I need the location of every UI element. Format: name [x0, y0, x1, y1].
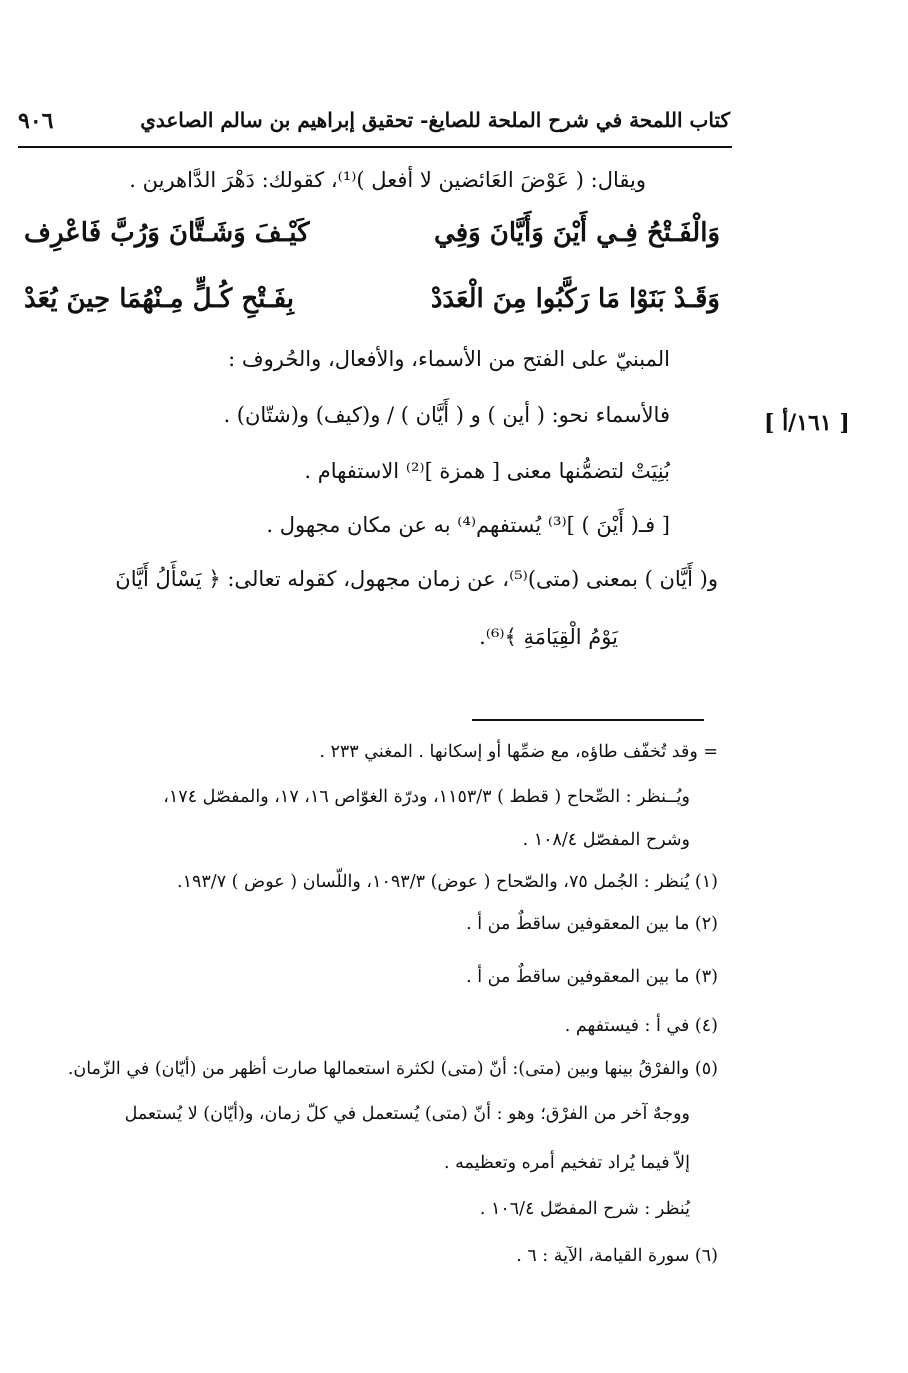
footnote-6: (٦) سورة القيامة، الآية : ٦ .: [516, 1246, 718, 1266]
footnote-5-continuation: ووجهٌ آخر من الفرْق؛ وهو : أنّ (متى) يُستعمل في كلّ زمان، و(أيّان) لا يُستعمل: [124, 1104, 690, 1124]
page-number: ٩٠٦: [18, 108, 54, 134]
body-line-3: بُنِيَتْ لتضمُّنها معنى [ همزة ]⁽²⁾ الاستفهام .: [304, 459, 670, 483]
body-line-6: يَوْمُ الْقِيَامَةِ ﴾⁽⁶⁾.: [479, 625, 618, 649]
header-divider: [18, 146, 732, 148]
footnote-4: (٤) في أ : فيستفهم .: [564, 1016, 718, 1036]
footnote-divider: [472, 719, 704, 721]
footnote-1: (١) يُنظر : الجُمل ٧٥، والصّحاح ( عوض) ١٠٩٣/٣، واللّسان ( عوض ) ١٩٣/٧.: [177, 872, 718, 892]
body-line-1: المبنيّ على الفتح من الأسماء، والأفعال، والحُروف :: [228, 347, 670, 371]
body-line-2: فالأسماء نحو: ( أين ) و ( أَيَّان ) / و(كيف) و(شتّان) .: [223, 403, 670, 427]
body-line-5: و( أَيَّان ) بمعنى (متى)⁽⁵⁾، عن زمان مجهول، كقوله تعالى: ﴿ يَسْأَلُ أَيَّانَ: [115, 567, 718, 591]
verse2-second-hemistich: بِفَـتْحِ كُـلٍّ مِـنْهُمَا حِينَ يُعَدْ: [24, 284, 294, 314]
page-header: [18, 108, 730, 142]
intro-line: ويقال: ( عَوْضَ العَائضين لا أفعل )⁽¹⁾، كقولك: دَهْرَ الدَّاهرين .: [129, 168, 646, 192]
footnote-5-reference: يُنظر : شرح المفصّل ١٠٦/٤ .: [479, 1199, 690, 1219]
footnote-line: وشرح المفصّل ١٠٨/٤ .: [522, 830, 690, 850]
manuscript-folio-marker: [ ١٦١/أ ]: [764, 410, 850, 436]
footnote-3: (٣) ما بين المعقوفين ساقطٌ من أ .: [466, 967, 718, 987]
body-line-4: [ فـ( أَيْنَ ) ]⁽³⁾ يُستفهم⁽⁴⁾ به عن مكان مجهول .: [266, 513, 670, 537]
footnote-line: ويُــنظر : الصِّحاح ( قطط ) ١١٥٣/٣، ودرّة الغوّاص ١٦، ١٧، والمفصّل ١٧٤،: [163, 787, 690, 807]
verse2-first-hemistich: وَقَـدْ بَنَوْا مَا رَكَّبُوا مِنَ الْعَدَدْ: [430, 284, 720, 314]
footnote-5-continuation: إلاّ فيما يُراد تفخيم أمره وتعظيمه .: [444, 1153, 690, 1173]
verse1-first-hemistich: وَالْفَـتْحُ فِـي أَيْنَ وَأَيَّانَ وَفِي: [434, 218, 720, 248]
verse1-second-hemistich: كَيْـفَ وَشَـتَّانَ وَرُبَّ فَاعْرِف: [24, 218, 310, 248]
footnote-2: (٢) ما بين المعقوفين ساقطٌ من أ .: [466, 914, 718, 934]
book-title: كتاب اللمحة في شرح الملحة للصايغ- تحقيق إبراهيم بن سالم الصاعدي: [140, 108, 730, 132]
footnote-line: = وقد تُخفّف طاؤه، مع ضمِّها أو إسكانها . المغني ٢٣٣ .: [319, 742, 718, 762]
footnote-5: (٥) والفرْقُ بينها وبين (متى): أنّ (متى) لكثرة استعمالها صارت أظهر من (أيّان) في الزّمان.: [67, 1059, 718, 1079]
